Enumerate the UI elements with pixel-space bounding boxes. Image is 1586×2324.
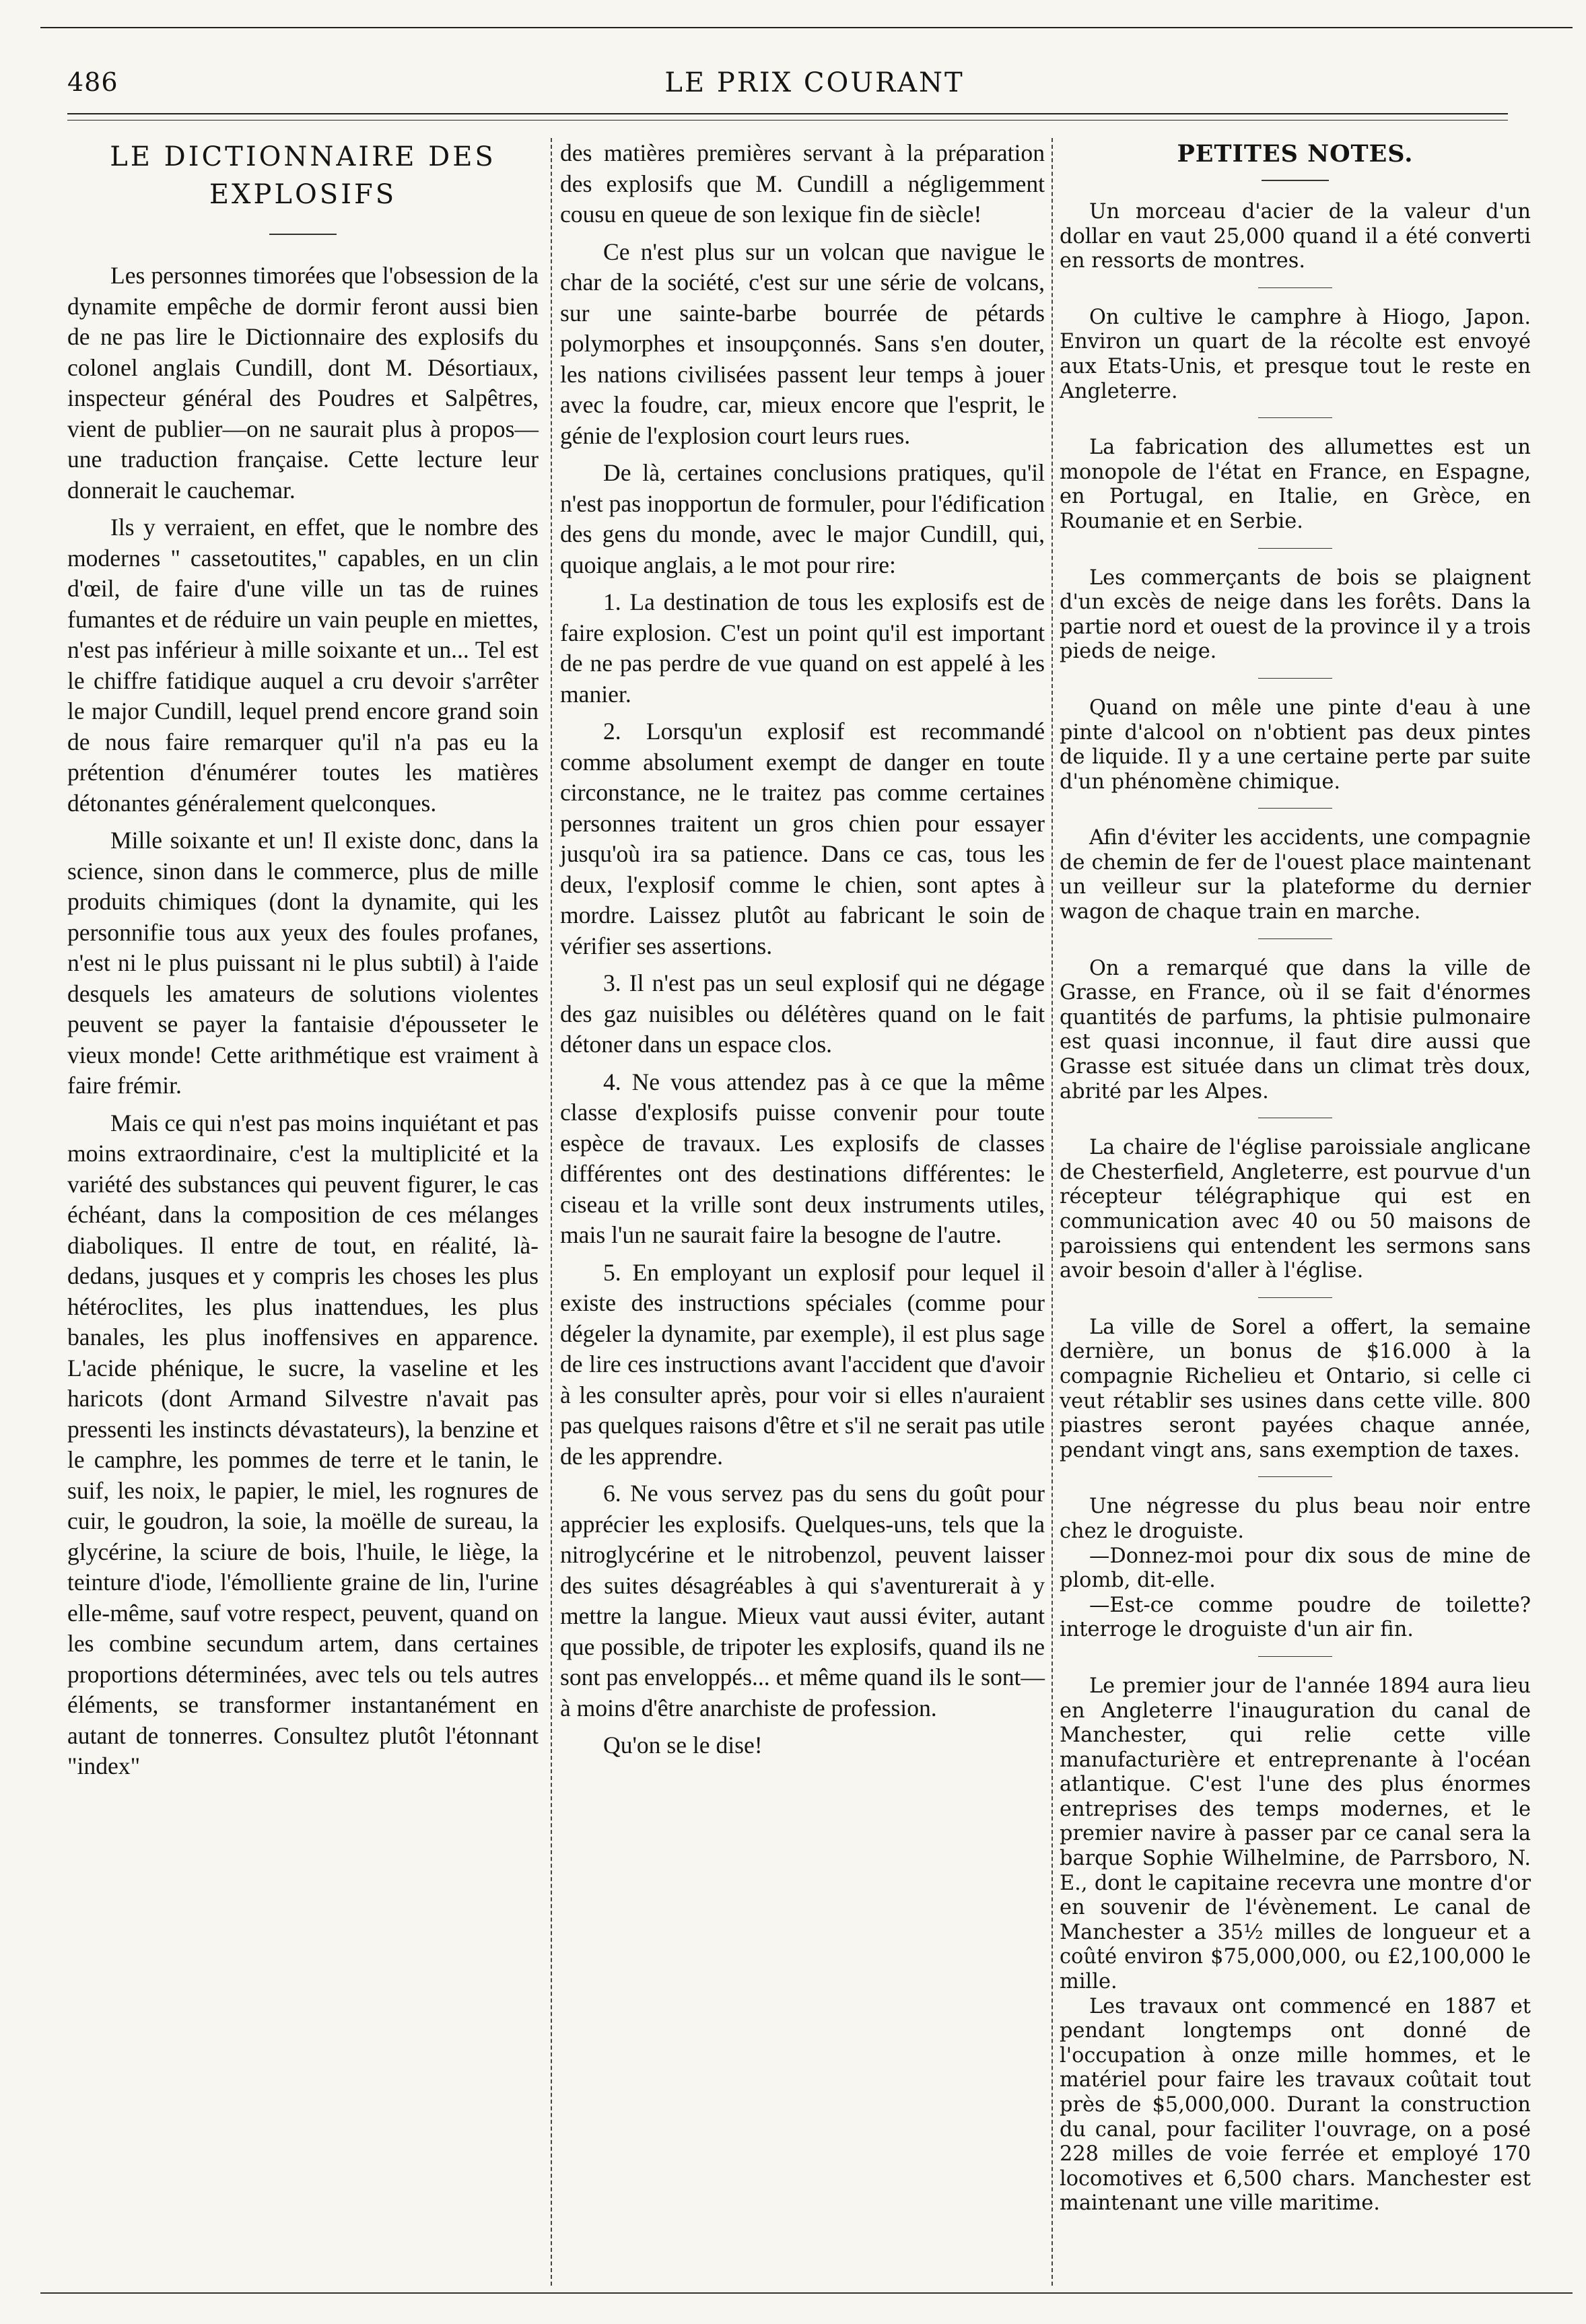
header-rule bbox=[67, 113, 1508, 114]
list-item: 2. Lorsqu'un explosif est recommandé comme absolument exempt de danger en toute circonstance, ne le traitez pas comme certaines personnes traitent un gros chien pour essayer jusqu'où ira sa patience. Dans ce cas, tous les deux, l'explosif comme le chien, sont aptes à mordre. Laissez plutôt au fabricant le soin de vérifier ses assertions. bbox=[560, 718, 1045, 959]
note-separator bbox=[1258, 678, 1332, 679]
list-item: 5. En employant un explosif pour lequel il existe des instructions spéciales (comme pour dégeler la dynamite, par exemple), il est plus sage de lire ces instructions avant l'accident que d'avoir à les consulter après, pour voir si elles n'auraient pas quelques raisons d'être et s'il ne serait pas utile de les apprendre. bbox=[560, 1258, 1045, 1470]
article-column-2 bbox=[560, 138, 1045, 1761]
note-item: Quand on mêle une pinte d'eau à une pinte d'alcool on n'obtient pas deux pintes de liquide. Il y a une certaine perte par suite d'un phénomène chimique. bbox=[1060, 695, 1531, 794]
notes-column bbox=[1060, 138, 1531, 2216]
note-item: La fabrication des allumettes est un monopole de l'état en France, en Espagne, en Portugal, en Italie, en Grèce, en Roumanie et en Serbie. bbox=[1060, 436, 1531, 533]
paragraph: des matières premières servant à la préparation des explosifs que M. Cundill a négligemment cousu en queue de son lexique fin de siècle! bbox=[560, 139, 1045, 228]
title-separator bbox=[1262, 180, 1329, 181]
notes-title: PETITES NOTES. bbox=[1177, 140, 1414, 168]
paragraph: Les personnes timorées que l'obsession de la dynamite empêche de dormir feront aussi bien de ne pas lire le Dictionnaire des explosifs du colonel anglais Cundill, dont M. Désortiaux, inspecteur général des Poudres et Salpêtres, vient de publier—on ne saurait plus à propos—une traduction française. Cette lecture leur donnerait le cauchemar. bbox=[67, 262, 539, 504]
note-separator bbox=[1258, 548, 1332, 549]
note-separator bbox=[1258, 1297, 1332, 1298]
title-separator bbox=[269, 234, 337, 235]
note-item: —Donnez-moi pour dix sous de mine de plomb, dit-elle. bbox=[1060, 1544, 1531, 1593]
paragraph: De là, certaines conclusions pratiques, qu'il n'est pas inopportun de formuler, pour l'édification des gens du monde, avec le major Cundill, qui, quoique anglais, a le mot pour rire: bbox=[560, 459, 1045, 578]
article-title-line-1: LE DICTIONNAIRE DES bbox=[110, 141, 496, 172]
header-rule-thin bbox=[67, 120, 1508, 121]
note-separator bbox=[1258, 808, 1332, 809]
paragraph: Mais ce qui n'est pas moins inquiétant et pas moins extraordinaire, c'est la multiplicité et la variété des substances qui peuvent figurer, le cas échéant, dans la composition de ces mélanges diaboliques. Il entre de tout, en réalité, là-dedans, jusques et y compris les choses les plus hétéroclites, les plus inattendues, les plus banales, les plus inoffensives en apparence. L'acide phénique, le sucre, la vaseline et les haricots (dont Armand Silvestre n'avait pas pressenti les instincts dévastateurs), la benzine et le camphre, les pommes de terre et le tanin, le suif, les noix, le papier, le miel, les rognures de cuir, le goudron, la soie, la moëlle de sureau, la glycérine, la sciure de bois, l'huile, le liège, la teinture d'iode, l'émolliente graine de lin, l'urine elle-même, sauf votre respect, peuvent, quand on les combine secundum artem, dans certaines proportions déterminées, avec tels ou tels autres éléments, se transformer instantanément en autant de tonnerres. Consultez plutôt l'étonnant "index" bbox=[67, 1109, 539, 1779]
closing-line: Qu'on se le dise! bbox=[603, 1732, 763, 1758]
note-item: La ville de Sorel a offert, la semaine dernière, un bonus de $16.000 à la compagnie Richelieu et Ontario, si celle ci veut rétablir ses usines dans cette ville. 800 piastres seront payées chaque année, pendant vingt ans, sans exemption de taxes. bbox=[1060, 1315, 1531, 1462]
article-column-1 bbox=[67, 138, 539, 1782]
note-item: Un morceau d'acier de la valeur d'un dollar en vaut 25,000 quand il a été converti en ressorts de montres. bbox=[1060, 200, 1531, 273]
page-number: 486 bbox=[67, 67, 118, 97]
note-item: Les travaux ont commencé en 1887 et pendant longtemps ont donné de l'occupation à onze mille hommes, et le matériel pour faire les travaux coûtait tout près de $5,000,000. Durant la construction du canal, pour faciliter l'ouvrage, on a posé 228 milles de voie ferrée et employé 170 locomotives et 6,500 chars. Manchester est maintenant une ville maritime. bbox=[1060, 1994, 1531, 2216]
list-item: 4. Ne vous attendez pas à ce que la même classe d'explosifs puisse convenir pour toute espèce de travaux. Les explosifs de classes différentes ont des destinations différentes: le ciseau et la vrille sont deux instruments utiles, mais l'un ne saurait faire la besogne de l'autre. bbox=[560, 1068, 1045, 1248]
paragraph: Ils y verraient, en effet, que le nombre des modernes " cassetoutites," capables, en un clin d'œil, de faire d'une ville un tas de ruines fumantes et de réduire un vain peuple en miettes, n'est pas inférieur à mille soixante et un... Tel est le chiffre fatidique auquel a cru devoir s'arrêter le major Cundill, lequel prend encore grand soin de nous faire remarquer qu'il n'a pas eu la prétention d'énumérer toutes les matières détonantes généralement quelconques. bbox=[67, 514, 539, 817]
note-item: Une négresse du plus beau noir entre chez le droguiste. bbox=[1060, 1495, 1531, 1543]
note-separator bbox=[1258, 417, 1332, 418]
article-title bbox=[67, 138, 539, 213]
paragraph: Ce n'est plus sur un volcan que navigue le char de la société, c'est sur une série de volcans, sur une sainte-barbe bourrée de pétards polymorphes et insoupçonnés. Sans s'en douter, les nations civilisées passent leur temps à jouer avec la foudre, car, mieux encore que l'esprit, le génie de l'explosion court leurs rues. bbox=[560, 238, 1045, 449]
list-item: 3. Il n'est pas un seul explosif qui ne dégage des gaz nuisibles ou délétères quand on le fait détoner dans un espace clos. bbox=[560, 969, 1045, 1058]
footer-rule bbox=[40, 2292, 1573, 2294]
paragraph: Mille soixante et un! Il existe donc, dans la science, sinon dans le commerce, plus de mille produits chimiques (dont la dynamite, qui les personnifie tous aux yeux des foules profanes, n'est ni le plus puissant ni le plus subtil) à l'aide desquels les amateurs de solutions violentes peuvent se payer la fantaisie d'épousseter le vieux monde! Cette arithmétique est vraiment à faire frémir. bbox=[67, 827, 539, 1099]
note-separator bbox=[1258, 1476, 1332, 1477]
note-item: —Est-ce comme poudre de toilette? interroge le droguiste d'un air fin. bbox=[1060, 1593, 1531, 1642]
article-title-line-2: EXPLOSIFS bbox=[209, 179, 397, 210]
note-item: Le premier jour de l'année 1894 aura lieu en Angleterre l'inauguration du canal de Manchester, qui relie cette ville manufacturière et entreprenante à l'océan atlantique. C'est l'une des plus énormes entreprises des temps modernes, et le premier navire à passer par ce canal sera la barque Sophie Wilhelmine, de Parrsboro, N. E., dont le capitaine recevra une montre d'or en souvenir de l'évènement. Le canal de Manchester a 35½ milles de longueur et a coûté environ $75,000,000, ou £2,100,000 le mille. bbox=[1060, 1674, 1531, 1994]
note-item: La chaire de l'église paroissiale anglicane de Chesterfield, Angleterre, est pourvue d'un récepteur télégraphique qui est en communication avec 40 ou 50 maisons de paroissiens qui entendent les sermons sans avoir besoin d'aller à l'église. bbox=[1060, 1136, 1531, 1283]
column-divider bbox=[1051, 138, 1053, 2286]
note-item: On a remarqué que dans la ville de Grasse, en France, où il se fait d'énormes quantités de parfums, la phtisie pulmonaire est quasi inconnue, il faut dire aussi que Grasse est située dans un climat très doux, abrité par les Alpes. bbox=[1060, 956, 1531, 1103]
note-item: Les commerçants de bois se plaignent d'un excès de neige dans les forêts. Dans la partie nord et ouest de la province il y a trois pieds de neige. bbox=[1060, 566, 1531, 664]
note-separator bbox=[1258, 1656, 1332, 1657]
note-separator bbox=[1258, 938, 1332, 939]
list-item: 6. Ne vous servez pas du sens du goût pour apprécier les explosifs. Quelques-uns, tels que la nitroglycérine et le nitrobenzol, peuvent laisser des suites désagréables à qui s'aventurerait à y mettre la langue. Mieux vaut aussi éviter, autant que possible, de tripoter les explosifs, quand ils ne sont pas enveloppés... et même quand ils le sont—à moins d'être anarchiste de profession. bbox=[560, 1480, 1045, 1721]
column-divider bbox=[551, 138, 552, 2286]
note-item: On cultive le camphre à Hiogo, Japon. Environ un quart de la récolte est envoyé aux Etats-Unis, et presque tout le reste en Angleterre. bbox=[1060, 305, 1531, 403]
top-border bbox=[40, 27, 1573, 28]
list-item: 1. La destination de tous les explosifs est de faire explosion. C'est un point qu'il est important de ne pas perdre de vue quand on est appelé à les manier. bbox=[560, 588, 1045, 708]
note-item: Afin d'éviter les accidents, une compagnie de chemin de fer de l'ouest place maintenant un veilleur sur la plateforme du dernier wagon de chaque train en marche. bbox=[1060, 826, 1531, 924]
note-separator bbox=[1258, 287, 1332, 288]
running-title: LE PRIX COURANT bbox=[664, 67, 965, 98]
